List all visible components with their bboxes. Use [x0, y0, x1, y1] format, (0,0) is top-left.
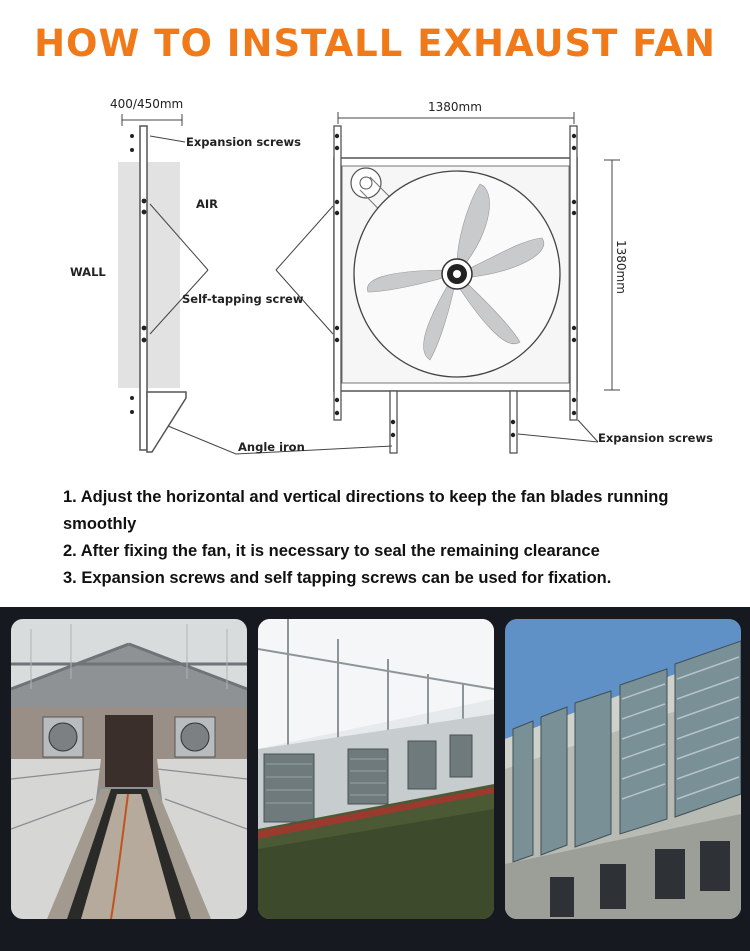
instruction-list	[63, 484, 733, 592]
photo-strip	[0, 607, 750, 951]
expansion-screws-bottom-label: Expansion screws	[598, 431, 713, 445]
page-title: HOW TO INSTALL EXHAUST FAN	[34, 22, 716, 65]
instruction-item: 3. Expansion screws and self tapping screws can be used for fixation.	[63, 569, 612, 587]
installation-diagram	[0, 80, 750, 465]
wall-block	[118, 162, 180, 388]
air-label: AIR	[196, 197, 219, 211]
left-post	[140, 126, 147, 450]
wall-label: WALL	[70, 265, 106, 279]
fan-post-right	[570, 126, 577, 420]
fan-height-label: 1380mm	[614, 240, 628, 294]
fan-width-label: 1380mm	[428, 100, 482, 114]
angle-iron-bracket	[147, 392, 186, 452]
wall-depth-label: 400/450mm	[110, 97, 184, 111]
expansion-screws-top-label: Expansion screws	[186, 135, 301, 149]
factory-exterior-photo	[505, 619, 741, 919]
angle-iron-label: Angle iron	[238, 440, 305, 454]
instruction-item: 1. Adjust the horizontal and vertical directions to keep the fan blades running smoothly	[63, 488, 669, 533]
barn-interior-photo	[11, 619, 247, 919]
self-tapping-screw-label: Self-tapping screw	[182, 292, 304, 306]
greenhouse-photo	[258, 619, 494, 919]
instruction-item: 2. After fixing the fan, it is necessary to seal the remaining clearance	[63, 542, 600, 560]
fan-post-left	[334, 126, 341, 420]
